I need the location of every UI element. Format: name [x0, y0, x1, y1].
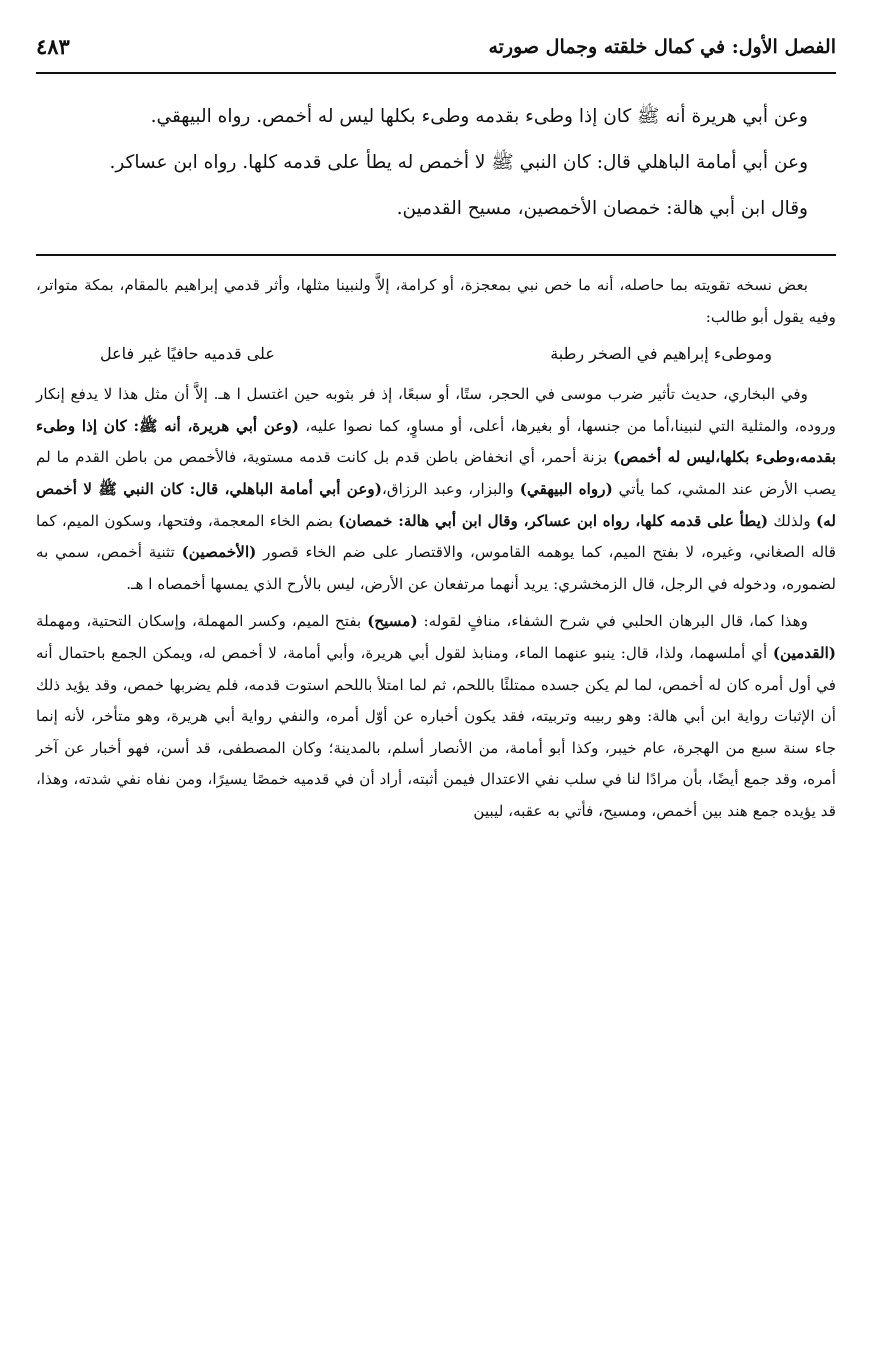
quoted-matn: (يطأ على قدمه كلها، رواه ابن عساكر، وقال ابن أبي هالة: خمصان): [338, 511, 769, 530]
commentary-paragraph: بعض نسخه تقويته بما حاصله، أنه ما خص نبي بمعجزة، أو كرامة، إلاَّ ولنبينا مثلها، وأثر قدمي إبراهيم بالمقام، بمكة متواتر، وفيه يقول أبو طالب:: [36, 276, 836, 326]
quoted-matn: (رواه البيهقي): [519, 479, 613, 498]
commentary-text: [36, 270, 836, 828]
commentary-paragraph: [36, 379, 836, 600]
quoted-matn: (وعن أبي أمامة الباهلي، قال: كان النبي ﷺ لا أخمص له): [36, 479, 836, 530]
commentary-text-run: بزنة أحمر، أي انخفاض باطن قدم بل كانت قدمه مستوية، فالأخمص من باطن القدم ما لم يصب الأرض عند المشي، كما يأتي: [36, 448, 836, 498]
quoted-matn: (القدمين): [772, 643, 836, 662]
commentary-text-run: أي أملسهما، ولذا، قال: ينبو عنهما الماء، ومنابذ لقول أبي هريرة، وأبي أمامة، لا أخمص له، ويمكن الجمع باحتمال أنه في أول أمره كان له أخمص، لما لم يكن جسده ممتلئًا باللحم، ثم لما امتلأ باللحم استوت قدمه، فلم يضربها خمص، وقد يؤيد ذلك أن الإثبات رواية ابن أبي هالة: وهو ربيبه وتربيته، فقد يكون أخباره عن أوّل أمره، والنفي رواية أبي هريرة، وهو متأخر، لأنه إنما جاء سنة سبع من الهجرة، عام خيبر، وكذا أبو أمامة، من الأنصار أسلم، بالمدينة؛ وكان المصطفى، قد أسن، فهو أخبار عن آخر أمره، وقد جمع أيضًا، بأن مرادًا لنا في سلب نفي الاعتدال فيمن أثبته، أراد أن في قدميه خمصًا يسيرًا، ومن نفاه نفي شدته، وهذا، قد يؤيده جمع هند بين أخمص، ومسيح، فأتي به عقبه، ليبين: [36, 643, 836, 820]
quoted-matn: (وعن أبي هريرة، أنه ﷺ: كان إذا وطىء بقدمه،وطىء بكلها،ليس له أخمص): [36, 416, 837, 467]
section-divider: [36, 254, 836, 256]
commentary-text-run: والبزار، وعبد الرزاق،: [381, 479, 520, 498]
quoted-matn: (الأخمصين): [181, 543, 257, 562]
page-header: [36, 28, 836, 74]
hadith-paragraph: وعن أبي هريرة أنه ﷺ كان إذا وطىء بقدمه وطىء بكلها ليس له أخمص. رواه البيهقي.: [150, 106, 808, 127]
poem-second-hemistich: على قدميه حافيًا غير فاعل: [100, 344, 275, 364]
quoted-matn: (مسيح): [367, 612, 418, 631]
commentary-text-run: ولذلك: [768, 511, 817, 530]
hadith-text: [36, 94, 836, 232]
commentary-text-run: وفي البخاري، حديث تأثير ضرب موسى في الحجر، ستًا، أو سبعًا، إذ فر بثوبه حين اغتسل ا هـ. إلاَّ أن مثل هذا لا يدفع إنكار وروده، والمثلية التي لنبينا،أما من جنسها، أو بغيرها، أعلى، أو مساوٍ، كما نصوا عليه،: [36, 385, 837, 435]
commentary-text-run: بفتح الميم، وكسر المهملة، وإسكان التحتية، ومهملة: [36, 612, 368, 631]
page-number: ٤٨٣: [36, 34, 70, 59]
commentary-paragraph: [36, 606, 836, 827]
book-page: [36, 28, 836, 1338]
commentary-text-run: وهذا كما، قال البرهان الحلبي في شرح الشفاء، منافٍ لقوله:: [417, 612, 808, 631]
poem-verse: [36, 333, 836, 379]
commentary-text-run: بضم الخاء المعجمة، وفتحها، وسكون الميم، كما قاله الصغاني، وغيره، لا بفتح الميم، كما يوهمه القاموس، والاقتصار على ضم الخاء قصور: [36, 511, 836, 562]
chapter-title: الفصل الأول: في كمال خلقته وجمال صورته: [488, 36, 836, 58]
poem-first-hemistich: وموطىء إبراهيم في الصخر رطبة: [550, 344, 772, 364]
hadith-paragraph: وعن أبي أمامة الباهلي قال: كان النبي ﷺ لا أخمص له يطأ على قدمه كلها. رواه ابن عساكر.: [109, 152, 808, 173]
commentary-text-run: تثنية أخمص، سمي به لضموره، ودخوله في الرجل، قال الزمخشري: يريد أنهما مرتفعان عن الأرض، ليس بالأرح الذي يمسها أخمصاه ا هـ.: [36, 543, 836, 593]
hadith-paragraph: وقال ابن أبي هالة: خمصان الأخمصين، مسيح القدمين.: [396, 198, 808, 219]
